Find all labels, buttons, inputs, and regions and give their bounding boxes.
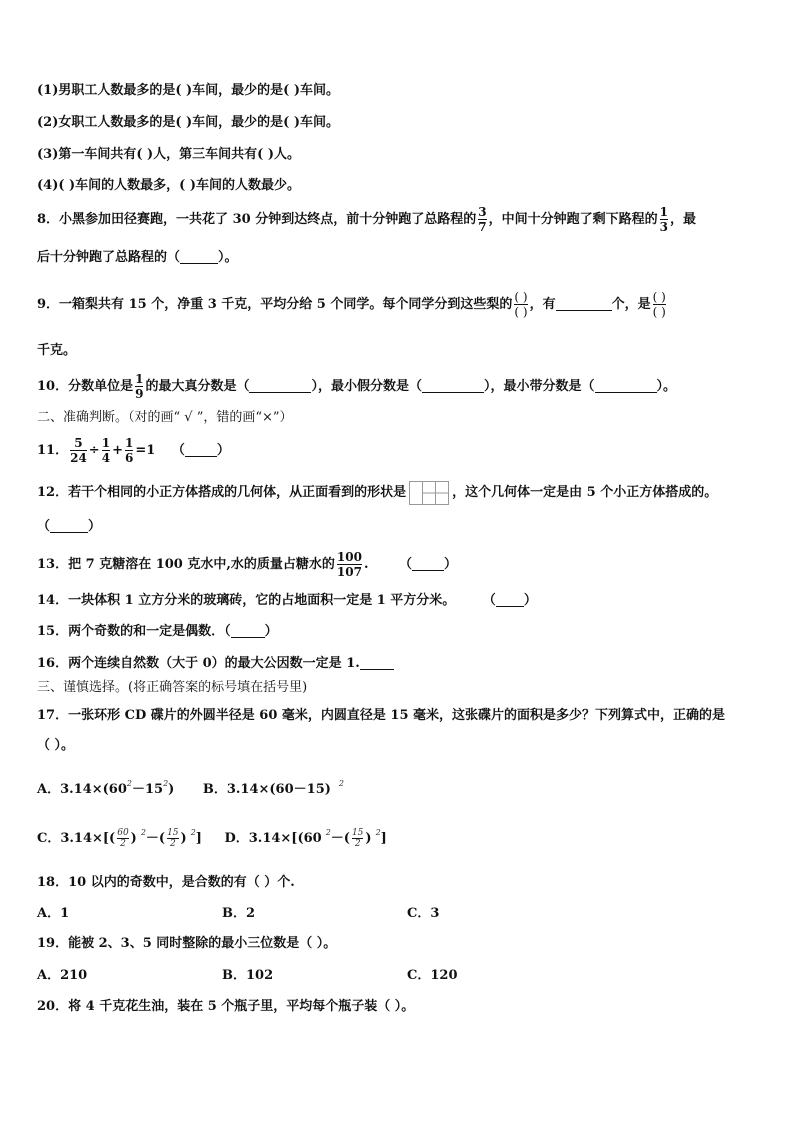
q9-fraction-blank-1[interactable] [514, 290, 527, 319]
q17-c-fraction-60-2 [117, 828, 128, 849]
q12-text-b: ，这个几何体一定是由 5 个小正方体搭成的。 [452, 485, 718, 500]
q16-answer-blank[interactable] [360, 655, 394, 670]
numerator: 1 [659, 205, 668, 219]
numerator: 15 [351, 828, 364, 838]
q13-period: . [363, 557, 369, 572]
denominator: 6 [124, 451, 134, 465]
q9-count-blank[interactable] [556, 296, 612, 311]
q11-paren-left: （ [171, 443, 185, 458]
denominator: 3 [659, 220, 668, 234]
q10-blank-3[interactable] [595, 378, 657, 393]
numerator: 1 [124, 436, 134, 450]
q13-paren-left: （ [399, 557, 413, 572]
numerator: 1 [135, 372, 144, 386]
denominator: 9 [135, 387, 144, 401]
denominator: 2 [120, 839, 126, 849]
denominator: 107 [336, 565, 362, 579]
q17-option-b[interactable]: B．3.14×(60－15) [202, 782, 331, 797]
q9-text-b: ，有 [529, 297, 556, 312]
square-exponent: 2 [190, 828, 196, 837]
q8-line-1 [37, 202, 696, 238]
q8-text-a: 8．小黑参加田径赛跑，一共花了 30 分钟到达终点，前十分钟跑了总路程的 [37, 212, 477, 227]
q17-options-cd [37, 818, 387, 854]
q7-line-2: (2)女职工人数最多的是( )车间，最少的是( )车间。 [37, 115, 340, 130]
q20-line: 20．将 4 千克花生油，装在 5 个瓶子里，平均每个瓶子装（ ）。 [37, 999, 415, 1014]
q8-line-2 [37, 249, 238, 267]
q13-text-a: 13．把 7 克糖溶在 100 克水中,水的质量占糖水的 [37, 557, 335, 572]
q17-option-c[interactable]: C．3.14×[( [37, 831, 116, 846]
q13-paren-right: ） [444, 557, 458, 572]
q18-line: 18．10 以内的奇数中，是合数的有（ ）个. [37, 875, 295, 890]
front-view-cubes-icon [409, 481, 449, 505]
q11-number: 11． [37, 443, 69, 458]
q13-fraction-100-107 [337, 550, 362, 579]
q17-option-d[interactable]: D．3.14×[(60 [224, 831, 322, 846]
denominator: 7 [478, 220, 487, 234]
numerator: 15 [167, 828, 179, 838]
square-exponent: 2 [140, 828, 146, 837]
q14-answer-blank[interactable] [496, 592, 524, 607]
numerator: 3 [478, 205, 487, 219]
denominator: 2 [169, 839, 176, 849]
q11-answer-blank[interactable] [185, 442, 217, 457]
q14-text: 14．一块体积 1 立方分米的玻璃砖，它的占地面积一定是 1 平方分米。 [37, 593, 456, 608]
square-exponent: 2 [325, 828, 331, 837]
q9-line-1 [37, 283, 668, 327]
numerator-blank[interactable]: ( ) [652, 290, 666, 304]
q12-line-2 [37, 518, 101, 536]
q8-answer-blank[interactable] [180, 249, 218, 264]
denominator: 4 [101, 451, 111, 465]
q11-line [37, 432, 230, 470]
q8-fraction-3-7 [478, 205, 486, 234]
q19-option-b[interactable]: B．102 [222, 968, 274, 983]
square-exponent: 2 [338, 779, 344, 788]
q8-text-d: 后十分钟跑了总路程的（ [37, 250, 181, 265]
q15-answer-blank[interactable] [231, 623, 265, 638]
numerator: 100 [336, 550, 362, 564]
q19-option-a[interactable]: A．210 [37, 968, 88, 983]
q16-line [37, 655, 394, 673]
bracket: ] [380, 831, 387, 846]
q17-option-a-part1[interactable]: A．3.14×(60 [37, 782, 127, 797]
numerator: 1 [101, 436, 111, 450]
q10-blank-1[interactable] [249, 378, 311, 393]
q19-option-c[interactable]: C．120 [407, 968, 458, 983]
q10-line [37, 368, 676, 406]
square-exponent: 2 [163, 779, 169, 788]
q8-text-b: ，中间十分钟跑了剩下路程的 [488, 212, 658, 227]
q18-option-b[interactable]: B．2 [222, 906, 256, 921]
q11-paren-right: ） [216, 443, 230, 458]
q7-line-1: (1)男职工人数最多的是( )车间，最少的是( )车间。 [37, 83, 340, 98]
q15-text: 15．两个奇数的和一定是偶数．（ [37, 624, 231, 639]
q17-c-fraction-15-2 [167, 828, 178, 849]
q18-option-c[interactable]: C．3 [407, 906, 440, 921]
q7-line-3: (3)第一车间共有( )人，第三车间共有( )人。 [37, 147, 301, 162]
q17-d-fraction-15-2 [352, 828, 363, 849]
q9-text-c: 个，是 [611, 297, 651, 312]
q14-paren-right: ） [523, 593, 537, 608]
plus-sign: + [112, 443, 123, 458]
q9-line-2: 千克。 [37, 343, 77, 358]
q12-answer-blank[interactable] [50, 518, 88, 533]
q17-option-a-part2[interactable]: －15 [131, 782, 164, 797]
q10-text-e: ）。 [656, 379, 677, 394]
q10-text-c: ），最小假分数是（ [311, 379, 422, 394]
divide-sign: ÷ [88, 443, 100, 458]
paren: ) [365, 831, 372, 846]
q17-line-1: 17．一张环形 CD 碟片的外圆半径是 60 毫米，内圆直径是 15 毫米，这张碟片的面积是多少？下列算式中，正确的是 [37, 708, 726, 723]
denominator-blank[interactable]: ( ) [652, 305, 666, 319]
q17-option-a-part3[interactable]: ) [168, 782, 175, 797]
q15-line [37, 623, 278, 641]
denominator-blank[interactable]: ( ) [514, 305, 528, 319]
q10-fraction-1-9 [135, 372, 143, 401]
numerator: 60 [117, 828, 129, 838]
minus-paren: －( [145, 831, 166, 846]
q17-options-ab [37, 775, 344, 799]
paren: ) [130, 831, 137, 846]
denominator: 24 [70, 451, 87, 465]
q12-line-1 [37, 480, 717, 506]
denominator: 2 [354, 839, 361, 849]
q10-blank-2[interactable] [422, 378, 484, 393]
q13-line [37, 546, 457, 584]
q17-line-2: （ ）。 [37, 738, 75, 753]
q11-fraction-5-24 [70, 436, 87, 465]
q12-text-a: 12．若干个相同的小正方体搭成的几何体，从正面看到的形状是 [37, 485, 407, 500]
numerator: 5 [74, 436, 83, 450]
q14-paren-left: （ [489, 593, 496, 608]
paren: ) [180, 831, 187, 846]
q9-text-a: 9．一箱梨共有 15 个，净重 3 千克，平均分给 5 个同学。每个同学分到这些梨的 [37, 297, 513, 312]
q11-fraction-1-6 [125, 436, 133, 465]
square-exponent: 2 [126, 779, 132, 788]
q11-equals: =1 [135, 443, 156, 458]
q13-answer-blank[interactable] [412, 556, 444, 571]
minus-paren: －( [330, 831, 350, 846]
q14-line [37, 592, 537, 610]
q18-option-a[interactable]: A．1 [37, 906, 70, 921]
q10-text-a: 10．分数单位是 [37, 379, 134, 394]
q10-text-b: 的最大真分数是（ [145, 379, 250, 394]
q8-fraction-1-3 [660, 205, 668, 234]
q12-paren-right: ） [88, 519, 102, 534]
section-3-heading: 三、谨慎选择。(将正确答案的标号填在括号里) [37, 680, 308, 695]
q12-paren-left: （ [37, 519, 51, 534]
q19-line: 19．能被 2、3、5 同时整除的最小三位数是（ ）。 [37, 936, 337, 951]
q10-text-d: ），最小带分数是（ [483, 379, 595, 394]
q11-fraction-1-4 [102, 436, 110, 465]
square-exponent: 2 [375, 828, 381, 837]
q7-line-4: (4)( )车间的人数最多，( )车间的人数最少。 [37, 178, 301, 193]
numerator-blank[interactable]: ( ) [514, 290, 528, 304]
section-2-heading: 二、准确判断。（对的画“ √ ”，错的画“×”） [37, 410, 293, 425]
q8-text-e: ）。 [218, 250, 238, 265]
q9-fraction-blank-2[interactable] [653, 290, 666, 319]
bracket: ] [195, 831, 202, 846]
q15-paren-right: ） [264, 624, 278, 639]
q8-text-c: ，最 [669, 212, 696, 227]
q16-text: 16．两个连续自然数（大于 0）的最大公因数一定是 1. [37, 656, 360, 671]
